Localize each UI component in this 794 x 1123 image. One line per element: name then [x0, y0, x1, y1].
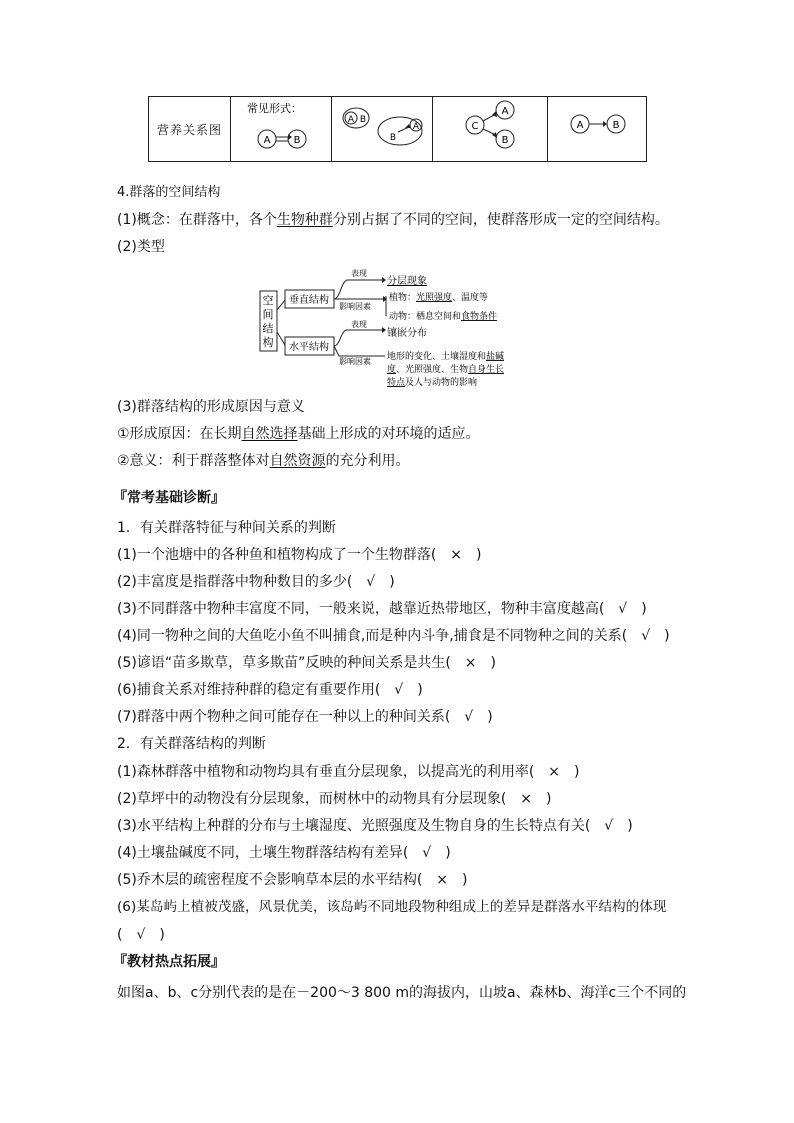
mosaic-text: 镶嵌分布: [387, 328, 427, 339]
judgment-item: ( √ ): [117, 927, 165, 943]
node-b: B: [612, 120, 620, 131]
predation-diagram: [548, 97, 646, 157]
judgment-item: (6)捕食关系对维持种群的稳定有重要作用( √ ): [117, 682, 423, 698]
node-a: A: [263, 135, 271, 146]
judgment-item: (4)土壤盐碱度不同，土壤生物群落结构有差异( √ ): [117, 845, 451, 861]
judgment-item: (1)森林群落中植物和动物均具有垂直分层现象，以提高光的利用率( × ): [117, 764, 580, 780]
judgment-item: (7)群落中两个物种之间可能存在一种以上的种间关系( √ ): [117, 709, 493, 725]
judgment-item: (2)草坪中的动物没有分层现象，而树林中的动物具有分层现象( × ): [117, 791, 552, 807]
concept-line: (1)概念：在群落中，各个生物种群分别占据了不同的空间，使群落形成一定的空间结构。: [117, 212, 669, 228]
judgment-item: (1)一个池塘中的各种鱼和植物构成了一个生物群落( × ): [117, 547, 482, 563]
plants-text: 植物：光照强度、温度等: [389, 293, 489, 303]
label-factor: 影响因素: [339, 302, 371, 311]
part2-title: 2．有关群落结构的判断: [117, 736, 266, 752]
table-predation-cell: [548, 97, 647, 162]
part1-title: 1．有关群落特征与种间关系的判断: [117, 520, 336, 536]
node-b: B: [359, 115, 367, 125]
svg-text:构: 构: [262, 336, 274, 349]
node-a: A: [347, 115, 355, 125]
node-b: B: [293, 135, 301, 146]
parasitism-diagram: [332, 97, 432, 157]
horizontal-factor-line1: 地形的变化、土壤湿度和盐碱: [387, 352, 505, 362]
judgment-item: (4)同一物种之间的大鱼吃小鱼不叫捕食,而是种内斗争,捕食是不同物种之间的关系( √ ): [117, 628, 670, 644]
reason-line: ①形成原因：在长期自然选择基础上形成的对环境的适应。: [117, 426, 480, 442]
horizontal-structure-box: 水平结构: [289, 342, 329, 353]
node-a: A: [576, 120, 584, 131]
branch-diagram: [433, 97, 547, 157]
spatial-structure-diagram: [255, 268, 555, 392]
judgment-item: (5)乔木层的疏密程度不会影响草本层的水平结构( × ): [117, 872, 468, 888]
svg-text:间: 间: [262, 308, 274, 321]
section-title: 4.群落的空间结构: [117, 185, 221, 200]
trophic-relation-table: [148, 96, 647, 162]
horizontal-factor-line3: 特点及人与动物的影响: [387, 378, 478, 388]
judgment-item: (3)不同群落中物种丰富度不同，一般来说，越靠近热带地区，物种丰富度越高( √ ): [117, 601, 647, 617]
type-label: (2)类型: [117, 239, 165, 255]
common-form-label: 常见形式：: [247, 102, 302, 115]
judgment-item: (6)某岛屿上植被茂盛，风景优美，该岛屿不同地段物种组成上的差异是群落水平结构的体现: [117, 899, 667, 915]
competition-diagram: [231, 97, 331, 157]
svg-text:结: 结: [262, 322, 274, 335]
animals-text: 动物：栖息空间和食物条件: [389, 312, 498, 322]
svg-text:空: 空: [262, 294, 274, 307]
judgment-item: (5)谚语“苗多欺草，草多欺苗”反映的种间关系是共生( × ): [117, 655, 496, 671]
label-show: 表现: [351, 320, 367, 329]
section3-title: (3)群落结构的形成原因与意义: [117, 399, 305, 415]
node-a: A: [501, 106, 509, 117]
horizontal-factor-line2: 度、光照强度、生物自身生长: [387, 365, 505, 375]
expansion-header: 『教材热点拓展』: [113, 954, 225, 970]
table-parasitism-cell: [332, 97, 433, 162]
node-b: B: [501, 135, 509, 146]
expansion-text: 如图a、b、c分别代表的是在－200～3 800 m的海拔内，山坡a、森林b、海洋c三个不同的: [117, 985, 687, 1001]
judgment-item: (3)水平结构上种群的分布与土壤湿度、光照强度及生物自身的生长特点有关( √ ): [117, 818, 633, 834]
judgment-item: (2)丰富度是指群落中物种数目的多少( √ ): [117, 574, 395, 590]
node-a: A: [412, 122, 420, 132]
label-factor: 影响因素: [339, 357, 371, 366]
table-row-label: 营养关系图: [156, 122, 222, 137]
label-show: 表现: [351, 269, 367, 278]
layering-text: 分层现象: [387, 276, 427, 287]
diagram-root-label: [263, 293, 274, 349]
diagnosis-header: 『常考基础诊断』: [113, 490, 225, 506]
node-b: B: [389, 133, 397, 143]
vertical-structure-box: 垂直结构: [289, 295, 329, 306]
table-predation-branch-cell: [433, 97, 548, 162]
node-c: C: [471, 121, 479, 132]
table-common-form-cell: [231, 97, 332, 162]
table-row-label-cell: [149, 97, 231, 162]
meaning-line: ②意义：利于群落整体对自然资源的充分利用。: [117, 453, 410, 469]
